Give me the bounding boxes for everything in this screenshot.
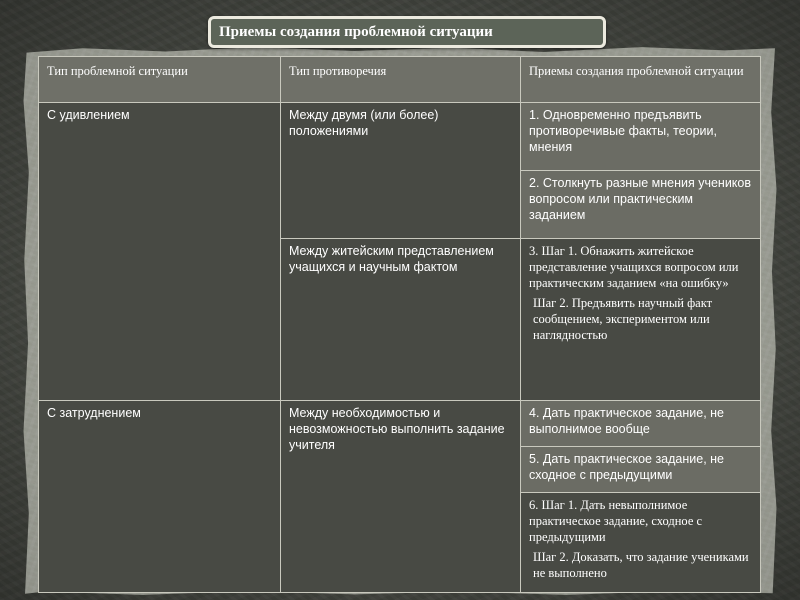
table-header-row	[39, 57, 761, 103]
method-3-step-2: Шаг 2. Предъявить научный факт сообщением, экспериментом или наглядностью	[533, 296, 713, 342]
cell-contradiction-two-positions: Между двумя (или более) положениями	[281, 103, 521, 239]
cell-method-1: 1. Одновременно предъявить противоречивые факты, теории, мнения	[521, 103, 761, 171]
table-row	[39, 103, 761, 171]
table-row	[39, 401, 761, 447]
cell-contradiction-everyday-vs-science: Между житейским представлением учащихся и научным фактом	[281, 239, 521, 401]
cell-method-5: 5. Дать практическое задание, не сходное с предыдущими	[521, 447, 761, 493]
method-6-step-1: 6. Шаг 1. Дать невыполнимое практическое задание, сходное с предыдущими	[529, 498, 703, 544]
methods-table	[38, 56, 761, 593]
cell-method-6	[521, 493, 761, 593]
cell-type-difficulty: С затруднением	[39, 401, 281, 593]
cell-method-4: 4. Дать практическое задание, не выполнимое вообще	[521, 401, 761, 447]
slide-title	[208, 16, 606, 48]
header-situation-type: Тип проблемной ситуации	[39, 57, 281, 103]
method-6-step-2: Шаг 2. Доказать, что задание учениками не выполнено	[533, 550, 749, 580]
cell-method-2: 2. Столкнуть разные мнения учеников вопросом или практическим заданием	[521, 171, 761, 239]
method-3-step-1: 3. Шаг 1. Обнажить житейское представление учащихся вопросом или практическим заданием «на ошибку»	[529, 244, 739, 290]
header-methods: Приемы создания проблемной ситуации	[521, 57, 761, 103]
cell-type-surprise: С удивлением	[39, 103, 281, 401]
header-contradiction-type: Тип противоречия	[281, 57, 521, 103]
cell-contradiction-necessity: Между необходимостью и невозможностью выполнить задание учителя	[281, 401, 521, 593]
slide-title-text: Приемы создания проблемной ситуации	[219, 23, 493, 40]
cell-method-3	[521, 239, 761, 401]
